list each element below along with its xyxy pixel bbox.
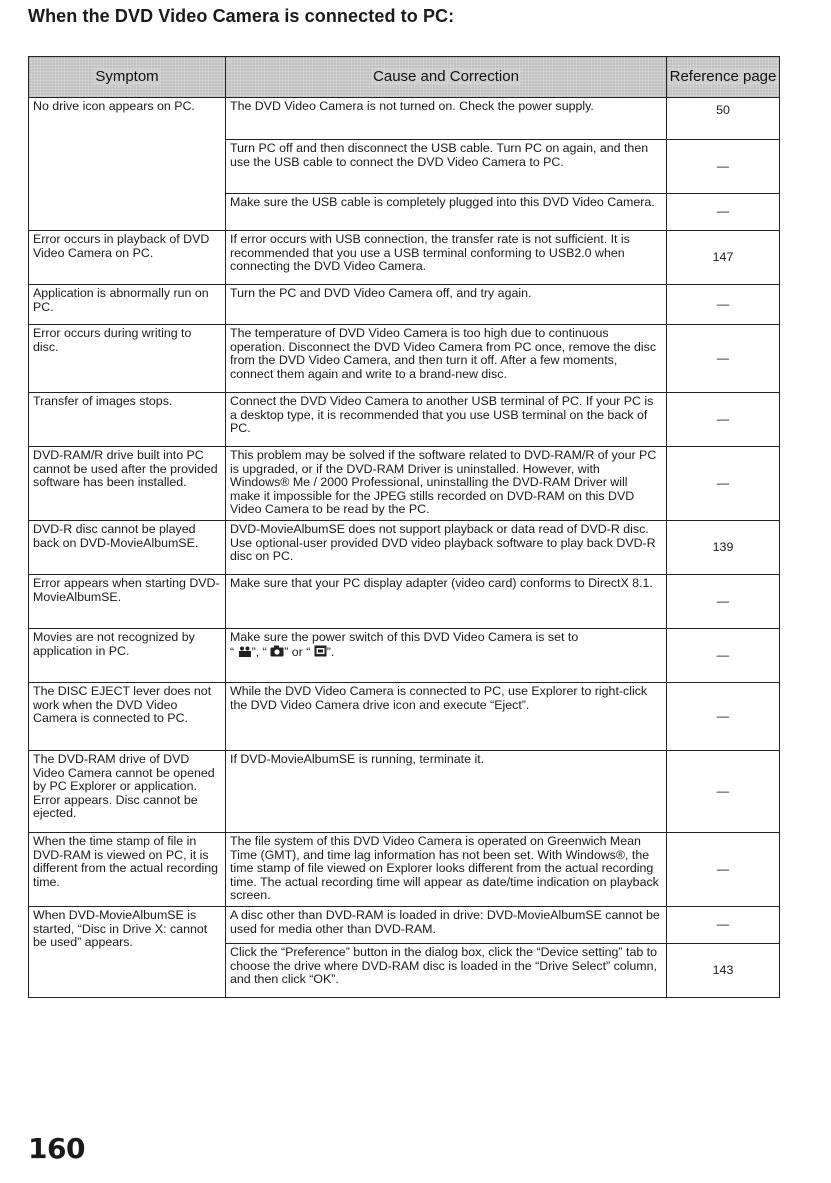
cause-cell: A disc other than DVD-RAM is loaded in drive: DVD-MovieAlbumSE cannot be used for media other than DVD-RAM. — [226, 906, 667, 943]
table-row — [29, 906, 780, 943]
quote-sep: ”, “ — [251, 644, 267, 659]
table-row — [29, 325, 780, 393]
cause-cell: If error occurs with USB connection, the transfer rate is not sufficient. It is recommended that you use a USB terminal conforming to USB2.0 when connecting the DVD Video Camera. — [226, 231, 667, 285]
symptom-cell: No drive icon appears on PC. — [29, 98, 226, 231]
cause-cell — [226, 628, 667, 682]
symptom-cell: The DISC EJECT lever does not work when the DVD Video Camera is connected to PC. — [29, 682, 226, 750]
page-number: 160 — [28, 1132, 85, 1165]
reference-cell: — — [667, 574, 780, 628]
reference-cell: — — [667, 682, 780, 750]
cause-cell: Turn the PC and DVD Video Camera off, and try again. — [226, 285, 667, 325]
symptom-cell: Movies are not recognized by application in PC. — [29, 628, 226, 682]
cause-cell: Click the “Preference” button in the dialog box, click the “Device setting” tab to choose the drive where DVD-RAM disc is loaded in the “Drive Select” column, and then click “OK”. — [226, 943, 667, 997]
reference-cell: — — [667, 750, 780, 832]
reference-cell: — — [667, 325, 780, 393]
symptom-cell: Application is abnormally run on PC. — [29, 285, 226, 325]
sd-card-icon — [314, 645, 327, 657]
quote-end: ”. — [326, 644, 335, 659]
reference-cell: 147 — [667, 231, 780, 285]
page-heading: When the DVD Video Camera is connected to PC: — [28, 6, 455, 26]
symptom-cell: DVD-R disc cannot be played back on DVD-MovieAlbumSE. — [29, 520, 226, 574]
symptom-cell: When the time stamp of file in DVD-RAM is viewed on PC, it is different from the actual recording time. — [29, 832, 226, 906]
symptom-cell: Error appears when starting DVD-MovieAlbumSE. — [29, 574, 226, 628]
header-reference: Reference page — [667, 57, 780, 98]
reference-cell: — — [667, 285, 780, 325]
cause-cell: The DVD Video Camera is not turned on. Check the power supply. — [226, 98, 667, 140]
cause-cell: While the DVD Video Camera is connected to PC, use Explorer to right-click the DVD Video Camera drive icon and execute “Eject”. — [226, 682, 667, 750]
symptom-cell: When DVD-MovieAlbumSE is started, “Disc in Drive X: cannot be used” appears. — [29, 906, 226, 997]
header-symptom: Symptom — [29, 57, 226, 98]
symptom-cell: DVD-RAM/R drive built into PC cannot be used after the provided software has been installed. — [29, 447, 226, 521]
table-row — [29, 98, 780, 140]
camera-mode-icon — [270, 645, 284, 657]
cause-cell: Connect the DVD Video Camera to another USB terminal of PC. If your PC is a desktop type, it is recommended that you use USB terminal on the back of PC. — [226, 393, 667, 447]
cause-cell: Make sure the USB cable is completely plugged into this DVD Video Camera. — [226, 194, 667, 231]
reference-cell: — — [667, 832, 780, 906]
table-row — [29, 682, 780, 750]
symptom-cell: Error occurs during writing to disc. — [29, 325, 226, 393]
table-row — [29, 285, 780, 325]
cause-cell: This problem may be solved if the software related to DVD-RAM/R of your PC is upgraded, or if the DVD-RAM Driver is uninstalled. However, with Windows® Me / 2000 Professional, uninstalling the DVD-RAM Driver will make it impossible for the JPEG stills recorded on DVD-RAM on this DVD Video Camera to be read by the PC. — [226, 447, 667, 521]
reference-cell: — — [667, 906, 780, 943]
table-row — [29, 393, 780, 447]
table-row — [29, 750, 780, 832]
symptom-cell: The DVD-RAM drive of DVD Video Camera cannot be opened by PC Explorer or application. Error appears. Disc cannot be ejected. — [29, 750, 226, 832]
cause-cell: If DVD-MovieAlbumSE is running, terminate it. — [226, 750, 667, 832]
reference-cell: — — [667, 194, 780, 231]
table-row — [29, 520, 780, 574]
quote-open: “ — [230, 644, 235, 659]
header-cause: Cause and Correction — [226, 57, 667, 98]
cause-cell: DVD-MovieAlbumSE does not support playback or data read of DVD-R disc. Use optional-user provided DVD video playback software to play back DVD-R disc on PC. — [226, 520, 667, 574]
cause-text: Make sure the power switch of this DVD Video Camera is set to — [230, 629, 579, 644]
cause-cell: The temperature of DVD Video Camera is too high due to continuous operation. Disconnect the DVD Video Camera from PC once, remove the disc from the DVD Video Camera, and then turn it off. After a few moments, connect them again and write to a brand-new disc. — [226, 325, 667, 393]
table-header-row — [29, 57, 780, 98]
table-row — [29, 231, 780, 285]
cause-cell: The file system of this DVD Video Camera is operated on Greenwich Mean Time (GMT), and time lag information has not been set. With Windows®, the time stamp of file viewed on Explorer looks different from the actual recording time. The actual recording time will appear as date/time indication on playback screen. — [226, 832, 667, 906]
reference-cell: — — [667, 393, 780, 447]
table-row — [29, 628, 780, 682]
symptom-cell: Transfer of images stops. — [29, 393, 226, 447]
table-row — [29, 574, 780, 628]
reference-cell: 50 — [667, 98, 780, 140]
troubleshooting-table — [28, 56, 780, 998]
video-mode-icon — [238, 646, 252, 657]
reference-cell: — — [667, 628, 780, 682]
table-row — [29, 447, 780, 521]
reference-cell: 143 — [667, 943, 780, 997]
table-row — [29, 832, 780, 906]
quote-or: ” or “ — [284, 644, 311, 659]
reference-cell: 139 — [667, 520, 780, 574]
reference-cell: — — [667, 140, 780, 194]
reference-cell: — — [667, 447, 780, 521]
cause-cell: Make sure that your PC display adapter (video card) conforms to DirectX 8.1. — [226, 574, 667, 628]
cause-cell: Turn PC off and then disconnect the USB cable. Turn PC on again, and then use the USB cable to connect the DVD Video Camera to PC. — [226, 140, 667, 194]
symptom-cell: Error occurs in playback of DVD Video Camera on PC. — [29, 231, 226, 285]
